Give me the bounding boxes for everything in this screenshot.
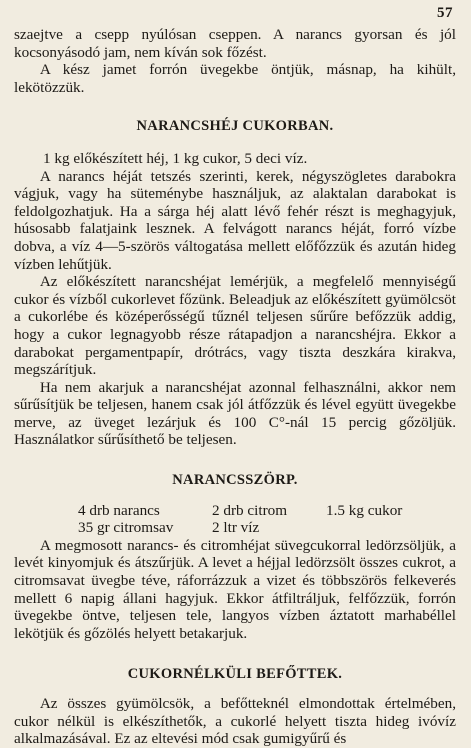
section-title-narancshej: NARANCSHÉJ CUKORBAN.	[136, 118, 334, 135]
ingredient-item: 35 gr citromsav	[78, 519, 174, 537]
ingredient-item	[316, 519, 436, 537]
ingredient-item: 2 drb citrom	[212, 501, 288, 519]
narancsszorp-paragraph-1: A megmosott narancs- és citromhéjat süvegcukorral ledörzsöljük, a levét kinyomjuk és átszűrjük. A levet a héjjal ledörzsölt összes cukrot, a citromsavat üvegbe téve, ráforrázzuk a vizet és többszörös felkeverés mellett 6 napig állani hagyjuk. Ekkor átfiltráljuk, felfőzzük, forrón üvegekbe öntve, teljesen tele, langyos vízben áztatott marhabéllel lekötjük és gőzölés helyett betakarjuk.	[14, 536, 456, 642]
section-title-narancsszorp: NARANCSSZÖRP.	[172, 472, 298, 489]
ingredient-item: 2 ltr víz	[212, 519, 260, 537]
narancshej-paragraph-1: A narancs héját tetszés szerinti, kerek, négyszögletes darabokra vágjuk, vagy ha süteménybe használjuk, az alaktalan darabokat is feldolgozhatjuk. Ha a sárga héj alatt lévő fehér részt is meghagyjuk, húsosabb falatjaink lesznek. A felvágott narancs héját, forró vízbe dobva, a víz 4—5-szörös váltogatása mellett előfőzzük és azután hideg vízben lehűtjük.	[14, 167, 456, 273]
narancshej-paragraph-3: Ha nem akarjuk a narancshéjat azonnal felhasználni, akkor nem sűrűsítjük be teljesen, hanem csak jól átfőzzük és lével együtt üvegekbe merve, az üveget lezárjuk és 100 C°-nál 15 percig gőzöljük. Használatkor sűrűsíthető be teljesen.	[14, 378, 456, 449]
page-content	[14, 26, 456, 748]
section-title-cukornelkuli: CUKORNÉLKÜLI BEFŐTTEK.	[127, 666, 343, 683]
page-number: 57	[437, 5, 453, 21]
ingredient-item: 4 drb narancs	[78, 501, 160, 519]
narancsszorp-ingredients-table	[78, 502, 456, 537]
cukornelkuli-paragraph-1: Az összes gyümölcsök, a befőtteknél elmondottak értelmében, cukor nélkül is elkészíthetők, a cukorlé helyett tiszta hideg ivóvíz alkalmazásával. Ez az eltevési mód csak gumigyűrű és	[14, 695, 456, 748]
ingredient-item: 1.5 kg cukor	[326, 501, 403, 519]
intro-paragraph-2: A kész jamet forrón üvegekbe öntjük, másnap, ha kihült, lekötözzük.	[14, 61, 456, 96]
narancshej-ingredients: 1 kg előkészített héj, 1 kg cukor, 5 deci víz.	[43, 149, 308, 167]
narancshej-paragraph-2: Az előkészített narancshéjat lemérjük, a megfelelő mennyiségű cukor és vízből cukorlevet főzünk. Beleadjuk az előkészített gyümölcsöt a cukorlébe és középerősségű tűznél teljesen sűrűre befőzzük addig, hogy a cukor legnagyobb része rátapadjon a narancshéjra. Ekkor a darabokat pergamentpapír, drótrács, vagy tiszta deszkára kirakva, megszárítjuk.	[14, 273, 456, 379]
intro-paragraph-1: szaejtve a csepp nyúlósan cseppen. A narancs gyorsan és jól kocsonyásodó jam, nem kíván sok főzést.	[14, 26, 456, 61]
